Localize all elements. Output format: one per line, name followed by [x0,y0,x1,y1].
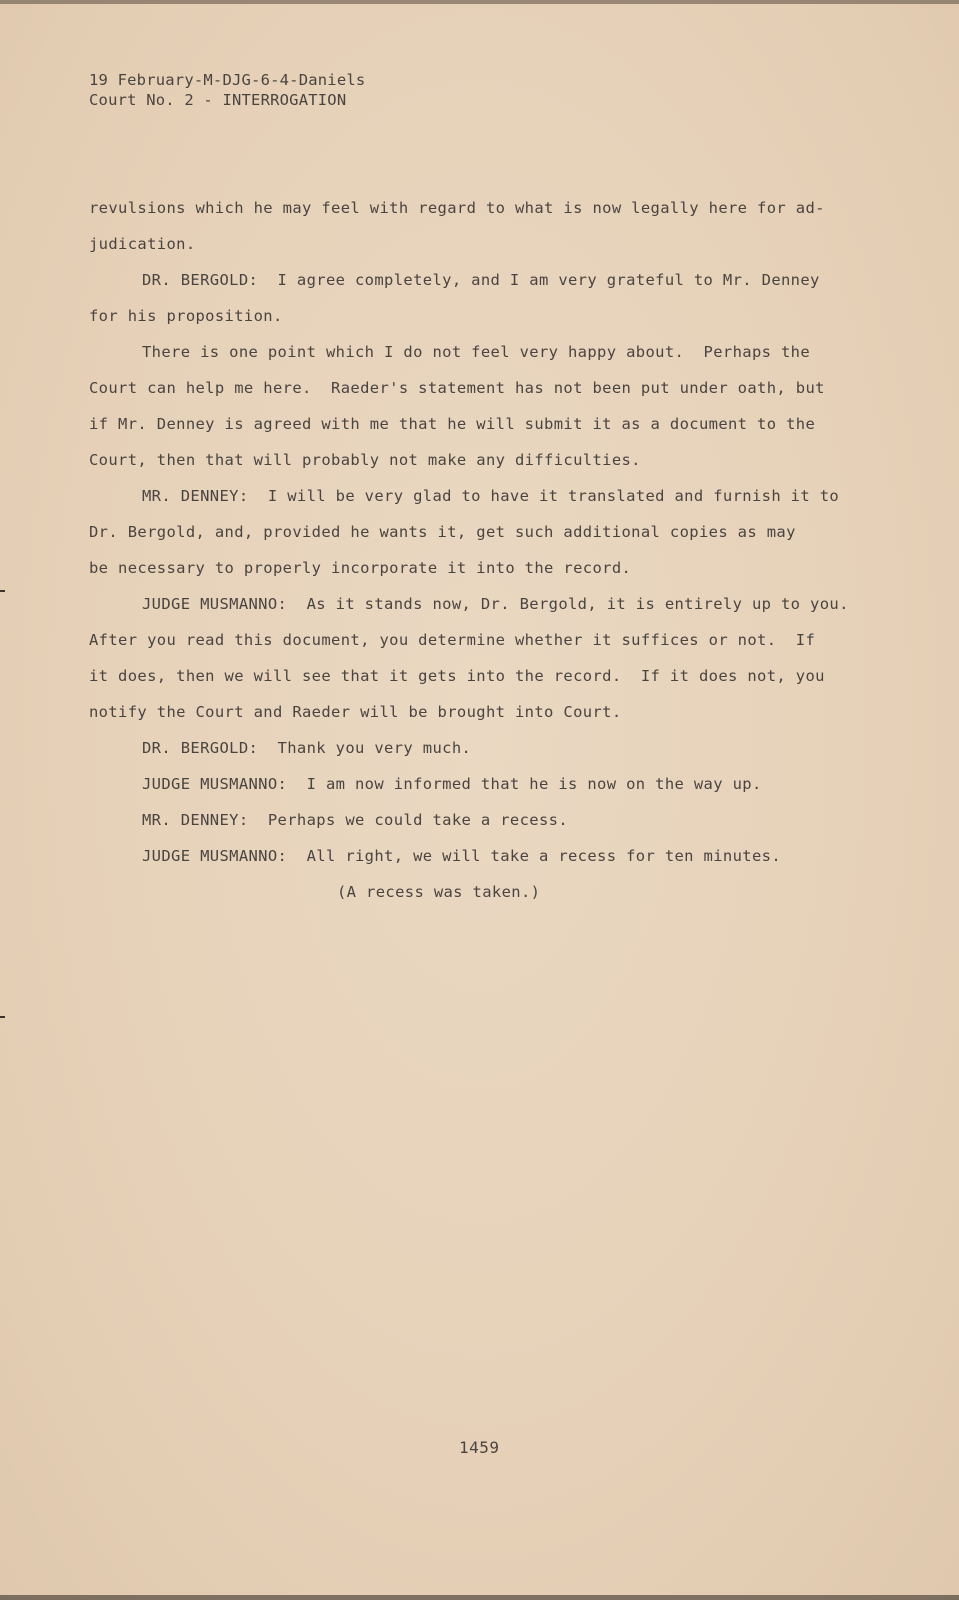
page-header [89,70,365,110]
transcript-line: DR. BERGOLD: Thank you very much. [142,739,472,757]
transcript-line: judication. [89,235,196,253]
header-date-code: 19 February-M-DJG-6-4-Daniels [89,71,366,89]
transcript-line: There is one point which I do not feel very happy about. Perhaps the [142,343,811,361]
transcript-line: MR. DENNEY: I will be very glad to have it translated and furnish it to [142,487,840,505]
margin-mark [0,590,5,592]
transcript-line: DR. BERGOLD: I agree completely, and I am very grateful to Mr. Denney [142,271,820,289]
transcript-line: JUDGE MUSMANNO: All right, we will take a recess for ten minutes. [142,847,781,865]
transcript-line: Court can help me here. Raeder's statement has not been put under oath, but [89,379,825,397]
transcript-line: if Mr. Denney is agreed with me that he will submit it as a document to the [89,415,816,433]
transcript-line: MR. DENNEY: Perhaps we could take a recess. [142,811,568,829]
transcript-line: JUDGE MUSMANNO: I am now informed that he is now on the way up. [142,775,762,793]
header-court-session: Court No. 2 - INTERROGATION [89,91,347,109]
transcript-line: notify the Court and Raeder will be brought into Court. [89,703,622,721]
transcript-line: JUDGE MUSMANNO: As it stands now, Dr. Bergold, it is entirely up to you. [142,595,849,613]
transcript-line: Dr. Bergold, and, provided he wants it, get such additional copies as may [89,523,796,541]
page-bottom-edge [0,1595,959,1600]
transcript-line: be necessary to properly incorporate it into the record. [89,559,632,577]
page-number: 1459 [459,1438,500,1457]
transcript-line: revulsions which he may feel with regard to what is now legally here for ad- [89,199,825,217]
transcript-line: for his proposition. [89,307,283,325]
stage-direction: (A recess was taken.) [337,883,541,901]
transcript-body [89,190,889,910]
transcript-line: Court, then that will probably not make any difficulties. [89,451,641,469]
margin-mark [0,1016,5,1018]
page-top-edge [0,0,959,4]
transcript-line: it does, then we will see that it gets into the record. If it does not, you [89,667,825,685]
transcript-line: After you read this document, you determine whether it suffices or not. If [89,631,816,649]
